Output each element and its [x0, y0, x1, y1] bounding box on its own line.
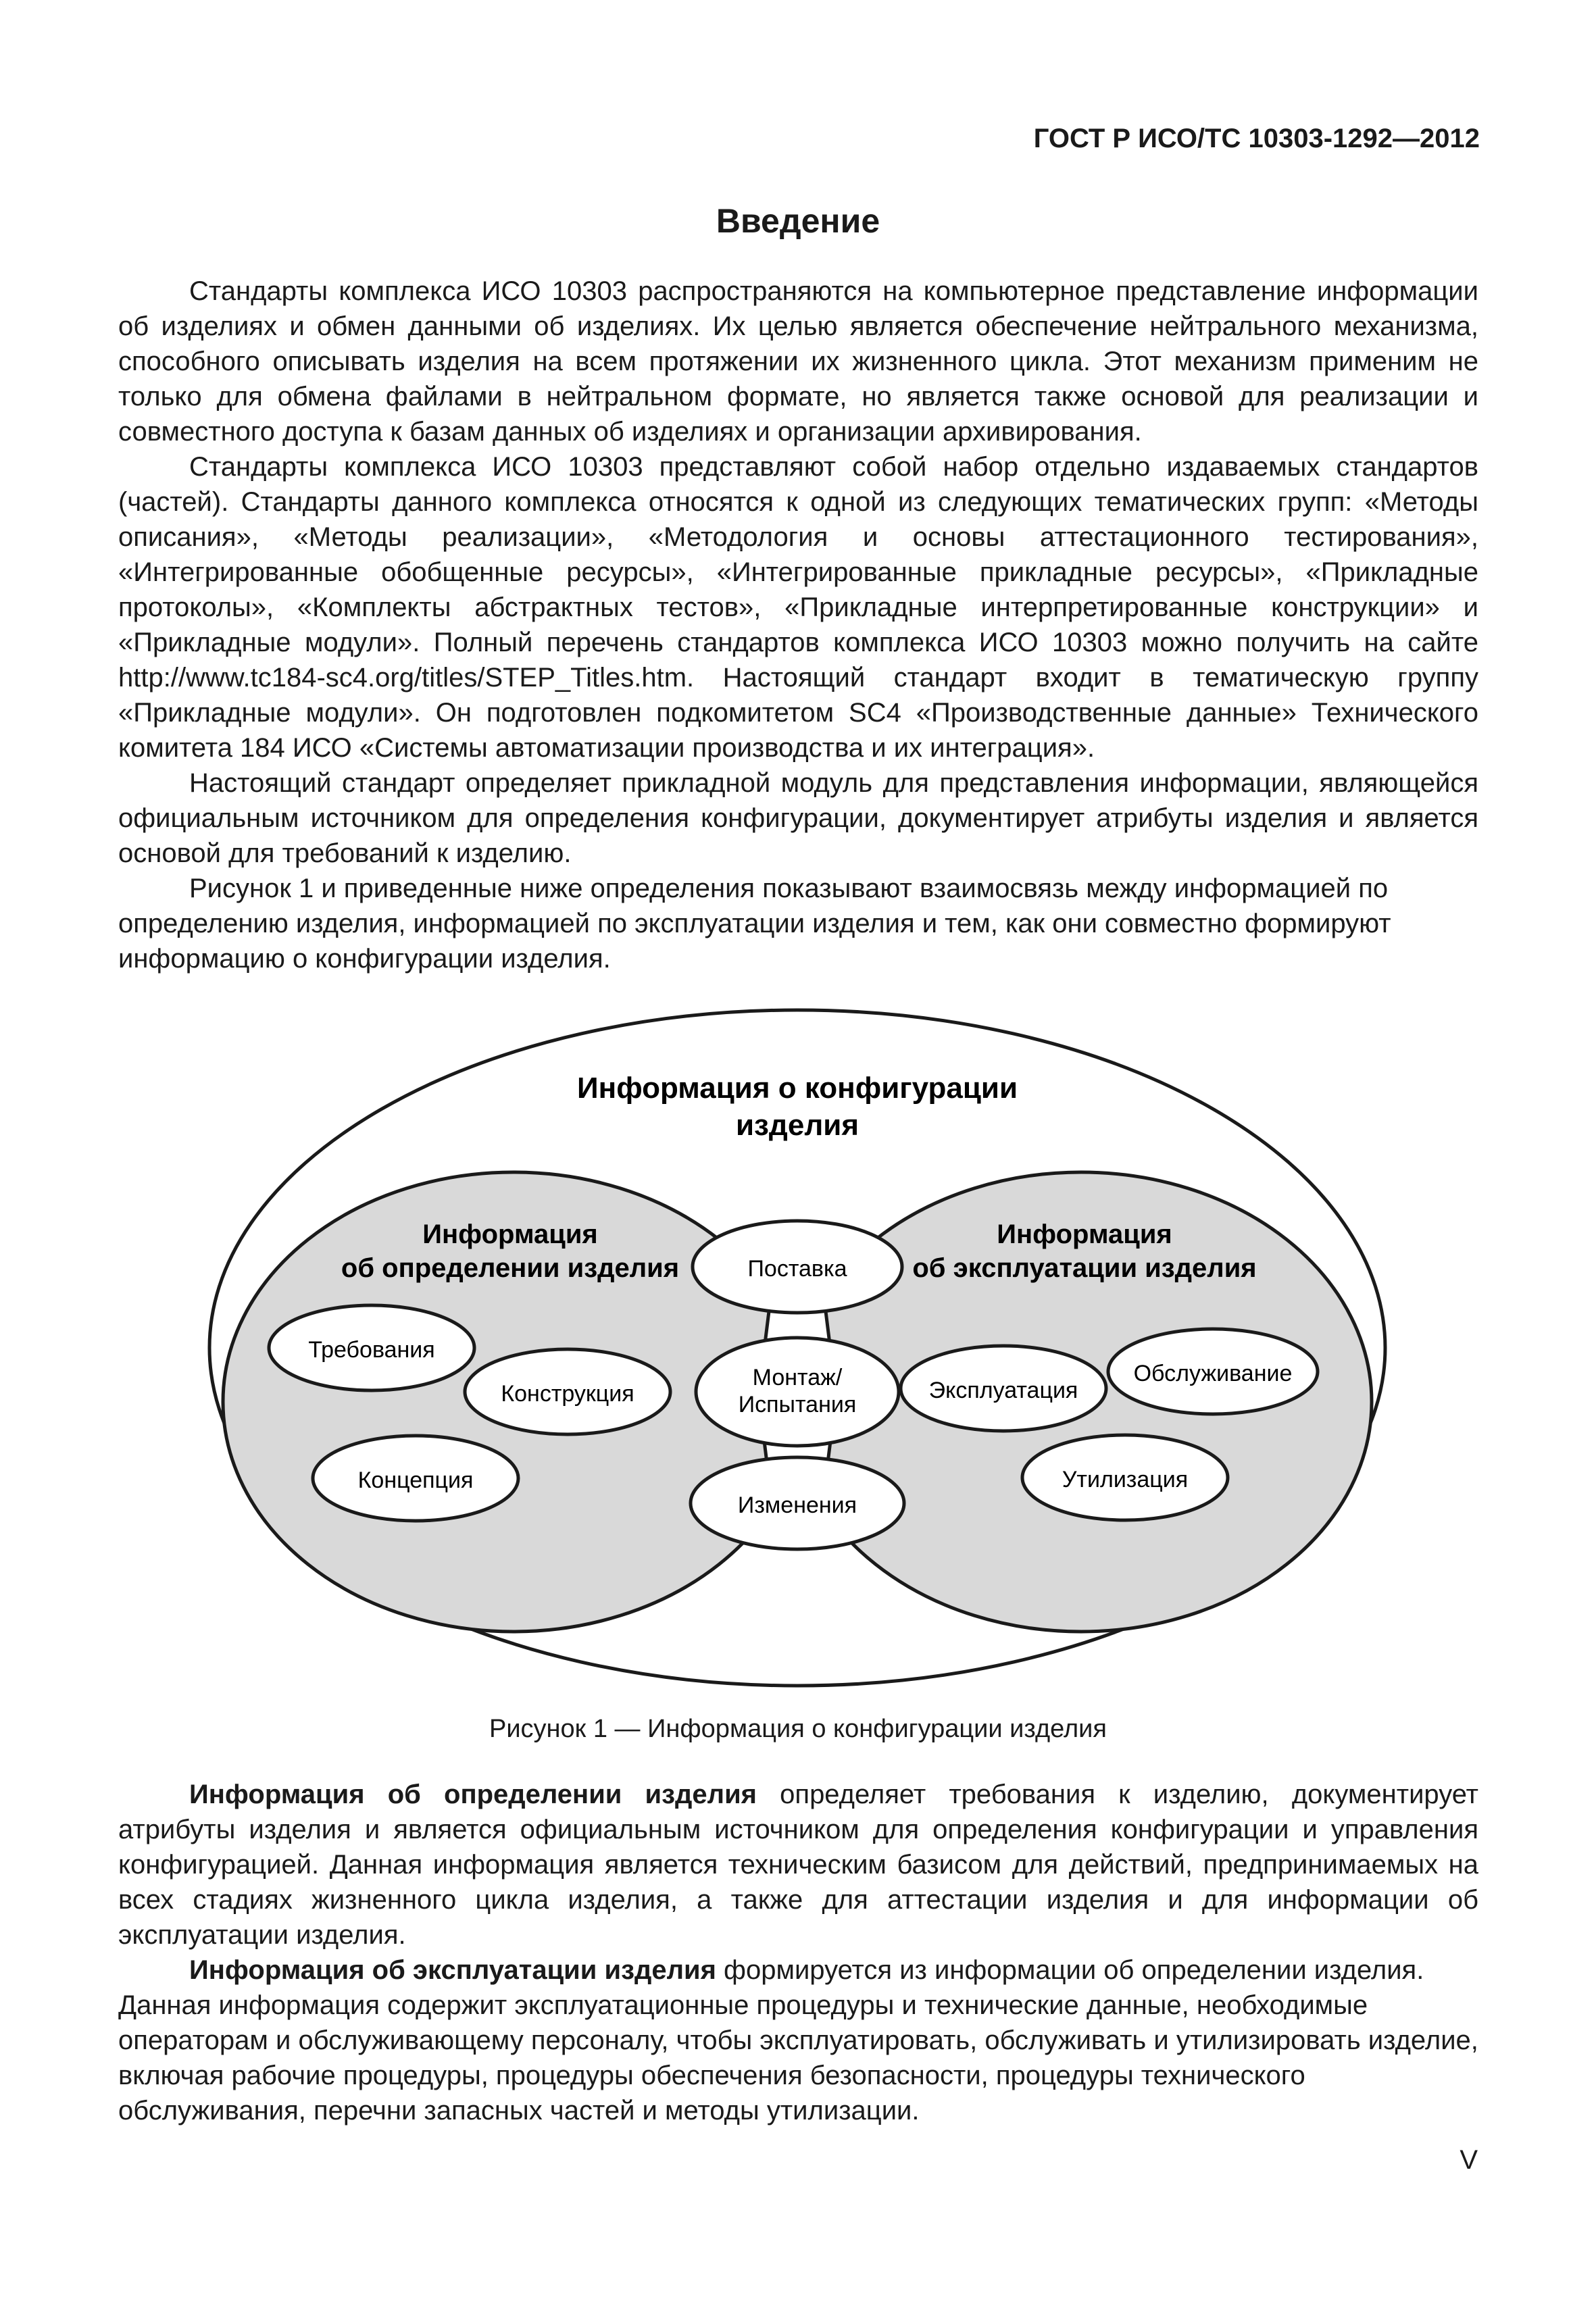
node-label: Конструкция: [501, 1381, 634, 1407]
definition-paragraph: [118, 1953, 1478, 2128]
definition-text: определяет требования к изделию, документирует атрибуты изделия и является официальным источником для определения конфигурации и управления конфигурацией. Данная информация является техническим базисом для действий, предпринимаемых на всех стадиях жизненного цикла изделия, а также для аттестации изделия и для информации об эксплуатации изделия.: [118, 1780, 1478, 1950]
definition-term: Информация об эксплуатации изделия: [189, 1955, 716, 1985]
definitions-text: [118, 1777, 1478, 2128]
node-label: Поставка: [747, 1256, 847, 1282]
paragraph: Стандарты комплекса ИСО 10303 распространяются на компьютерное представление информации об изделиях и обмен данными об изделиях. Их целью является обеспечение нейтрального механизма, способного описывать изделия на всем протяжении их жизненного цикла. Этот механизм применим не только для обмена файлами в нейтральном формате, но является также основой для реализации и совместного доступа к базам данных об изделиях и организации архивирования.: [118, 276, 1478, 447]
left-title-line1: Информация: [422, 1219, 598, 1249]
definition-term: Информация об определении изделия: [189, 1780, 757, 1809]
outer-title-line1: Информация о конфигурации: [577, 1072, 1018, 1105]
node-label: Требования: [308, 1337, 435, 1363]
left-title-line2: об определении изделия: [341, 1253, 680, 1283]
node-label: Испытания: [738, 1392, 857, 1417]
paragraph: Стандарты комплекса ИСО 10303 представляют собой набор отдельно издаваемых стандартов (частей). Стандарты данного комплекса относятся к одной из следующих тематических групп: «Методы описания», «Методы реализации», «Методология и основы аттестационного тестирования», «Интегрированные обобщенные ресурсы», «Интегрированные прикладные ресурсы», «Прикладные протоколы», «Комплекты абстрактных тестов», «Прикладные интерпретированные конструкции» и «Прикладные модули». Полный перечень стандартов комплекса ИСО 10303 можно получить на сайте http://www.tc184-sc4.org/titles/STEP_Titles.htm. Настоящий стандарт входит в тематическую группу «Прикладные модули». Он подготовлен подкомитетом SC4 «Производственные данные» Технического комитета 184 ИСО «Системы автоматизации производства и их интеграция».: [118, 452, 1478, 763]
configuration-diagram: [203, 1003, 1392, 1692]
node-label: Утилизация: [1062, 1467, 1189, 1492]
paragraph: Рисунок 1 и приведенные ниже определения показывают взаимосвязь между информацией по определению изделия, информацией по эксплуатации изделия и тем, как они совместно формируют информацию о конфигурации изделия.: [118, 874, 1391, 974]
right-title-line2: об эксплуатации изделия: [912, 1253, 1257, 1283]
right-title-line1: Информация: [997, 1219, 1172, 1249]
node-label: Эксплуатация: [928, 1378, 1078, 1403]
definition-paragraph: [118, 1777, 1478, 1953]
outer-title-line2: изделия: [736, 1109, 859, 1142]
intro-text: [118, 274, 1478, 976]
section-title: Введение: [716, 202, 880, 240]
figure-caption: Рисунок 1 — Информация о конфигурации изделия: [489, 1715, 1107, 1743]
node-label: Изменения: [737, 1492, 857, 1518]
node-label: Монтаж/: [752, 1365, 843, 1390]
page-number: V: [1460, 2145, 1478, 2175]
document-code: ГОСТ Р ИСО/ТС 10303-1292—2012: [1033, 124, 1480, 153]
paragraph: Настоящий стандарт определяет прикладной модуль для представления информации, являющейся официальным источником для определения конфигурации, документирует атрибуты изделия и является основой для требований к изделию.: [118, 768, 1478, 868]
definition-text: формируется из информации об определении изделия. Данная информация содержит эксплуатационные процедуры и технические данные, необходимые операторам и обслуживающему персоналу, чтобы эксплуатировать, обслуживать и утилизировать изделие, включая рабочие процедуры, процедуры обеспечения безопасности, процедуры технического обслуживания, перечни запасных частей и методы утилизации.: [118, 1955, 1478, 2126]
node-label: Концепция: [357, 1467, 474, 1493]
node-label: Обслуживание: [1133, 1361, 1293, 1386]
